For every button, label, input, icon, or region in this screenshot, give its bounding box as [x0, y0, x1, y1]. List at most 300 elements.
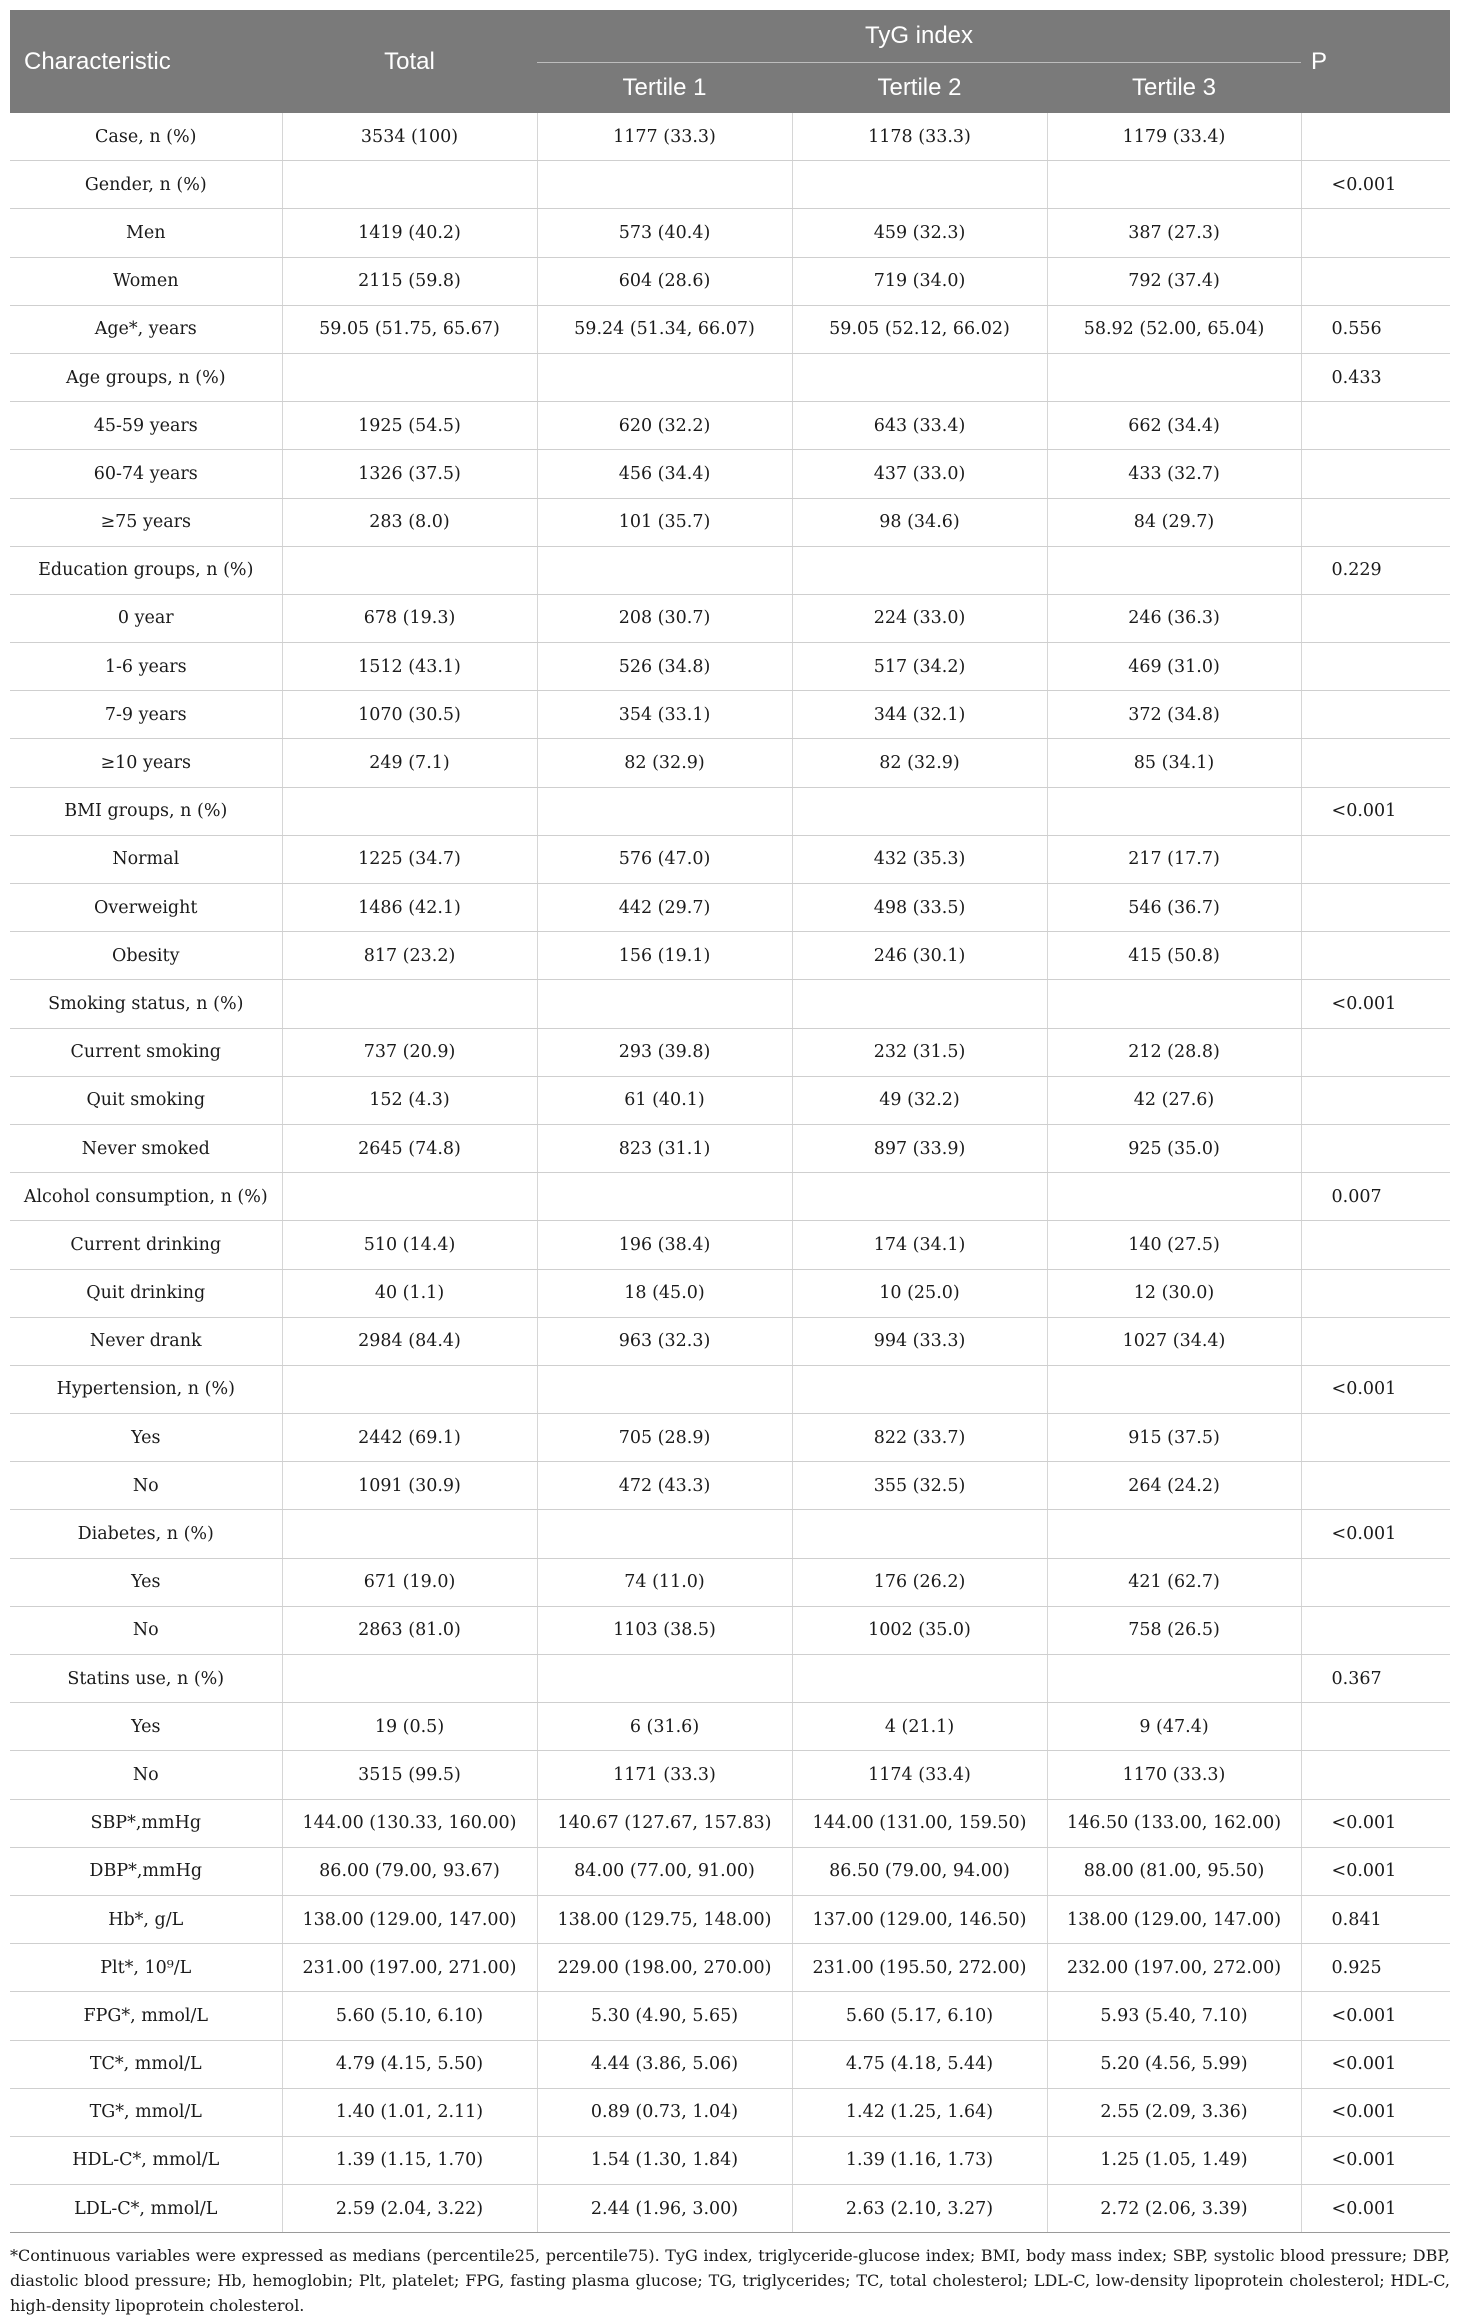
- cell-p: <0.001: [1301, 2088, 1450, 2136]
- cell-tertile-2: 344 (32.1): [792, 691, 1047, 739]
- table-row: [10, 691, 1450, 739]
- table-row: [10, 739, 1450, 787]
- cell-p: [1301, 1751, 1450, 1799]
- cell-p: [1301, 1606, 1450, 1654]
- cell-p: [1301, 1124, 1450, 1172]
- cell-tertile-2: 49 (32.2): [792, 1076, 1047, 1124]
- cell-characteristic: 1-6 years: [10, 643, 282, 691]
- cell-tertile-3: 12 (30.0): [1047, 1269, 1301, 1317]
- cell-total: 249 (7.1): [282, 739, 537, 787]
- cell-total: 1091 (30.9): [282, 1462, 537, 1510]
- cell-characteristic: Education groups, n (%): [10, 546, 282, 594]
- cell-total: [282, 1365, 537, 1413]
- cell-total: 3515 (99.5): [282, 1751, 537, 1799]
- cell-tertile-2: 137.00 (129.00, 146.50): [792, 1895, 1047, 1943]
- table-row: [10, 257, 1450, 305]
- header-tertile-2: Tertile 2: [792, 63, 1047, 114]
- cell-characteristic: ≥75 years: [10, 498, 282, 546]
- cell-tertile-1: 823 (31.1): [537, 1124, 792, 1172]
- cell-tertile-3: 1179 (33.4): [1047, 113, 1301, 161]
- cell-tertile-2: [792, 546, 1047, 594]
- cell-tertile-3: 58.92 (52.00, 65.04): [1047, 305, 1301, 353]
- cell-total: 59.05 (51.75, 65.67): [282, 305, 537, 353]
- table-row: [10, 884, 1450, 932]
- table-row: [10, 1317, 1450, 1365]
- baseline-characteristics-table: [10, 10, 1450, 2233]
- cell-p: <0.001: [1301, 1799, 1450, 1847]
- cell-tertile-2: 643 (33.4): [792, 402, 1047, 450]
- cell-tertile-2: 498 (33.5): [792, 884, 1047, 932]
- cell-tertile-2: 59.05 (52.12, 66.02): [792, 305, 1047, 353]
- table-row: [10, 787, 1450, 835]
- cell-p: [1301, 594, 1450, 642]
- cell-characteristic: Overweight: [10, 884, 282, 932]
- cell-tertile-1: 442 (29.7): [537, 884, 792, 932]
- cell-tertile-1: 963 (32.3): [537, 1317, 792, 1365]
- table-row: [10, 1076, 1450, 1124]
- cell-characteristic: No: [10, 1462, 282, 1510]
- cell-p: [1301, 691, 1450, 739]
- cell-total: 231.00 (197.00, 271.00): [282, 1944, 537, 1992]
- cell-characteristic: 7-9 years: [10, 691, 282, 739]
- cell-total: 4.79 (4.15, 5.50): [282, 2040, 537, 2088]
- cell-tertile-3: 88.00 (81.00, 95.50): [1047, 1847, 1301, 1895]
- table-row: [10, 113, 1450, 161]
- cell-tertile-1: 1177 (33.3): [537, 113, 792, 161]
- table-row: [10, 1655, 1450, 1703]
- cell-characteristic: Women: [10, 257, 282, 305]
- table-row: [10, 1703, 1450, 1751]
- cell-p: 0.367: [1301, 1655, 1450, 1703]
- cell-characteristic: Alcohol consumption, n (%): [10, 1173, 282, 1221]
- table-row: [10, 1221, 1450, 1269]
- cell-characteristic: Hb*, g/L: [10, 1895, 282, 1943]
- cell-total: [282, 161, 537, 209]
- cell-total: 2984 (84.4): [282, 1317, 537, 1365]
- cell-tertile-2: 86.50 (79.00, 94.00): [792, 1847, 1047, 1895]
- cell-characteristic: Age groups, n (%): [10, 353, 282, 401]
- cell-p: [1301, 1221, 1450, 1269]
- cell-p: [1301, 1558, 1450, 1606]
- cell-tertile-2: 517 (34.2): [792, 643, 1047, 691]
- cell-tertile-2: 994 (33.3): [792, 1317, 1047, 1365]
- cell-tertile-3: 415 (50.8): [1047, 932, 1301, 980]
- cell-tertile-2: 4 (21.1): [792, 1703, 1047, 1751]
- table-row: [10, 643, 1450, 691]
- cell-p: [1301, 739, 1450, 787]
- cell-total: 678 (19.3): [282, 594, 537, 642]
- cell-tertile-1: [537, 787, 792, 835]
- cell-tertile-2: 10 (25.0): [792, 1269, 1047, 1317]
- cell-characteristic: Hypertension, n (%): [10, 1365, 282, 1413]
- cell-characteristic: Current drinking: [10, 1221, 282, 1269]
- cell-tertile-2: 144.00 (131.00, 159.50): [792, 1799, 1047, 1847]
- cell-tertile-2: 432 (35.3): [792, 835, 1047, 883]
- table-row: [10, 546, 1450, 594]
- table-row: [10, 2088, 1450, 2136]
- cell-total: [282, 1655, 537, 1703]
- cell-p: <0.001: [1301, 2185, 1450, 2233]
- cell-tertile-1: 1103 (38.5): [537, 1606, 792, 1654]
- cell-characteristic: Never smoked: [10, 1124, 282, 1172]
- header-tertile-1: Tertile 1: [537, 63, 792, 114]
- cell-tertile-3: 1027 (34.4): [1047, 1317, 1301, 1365]
- cell-p: [1301, 1414, 1450, 1462]
- cell-tertile-2: 1.39 (1.16, 1.73): [792, 2136, 1047, 2184]
- cell-p: <0.001: [1301, 161, 1450, 209]
- cell-total: 1326 (37.5): [282, 450, 537, 498]
- table-row: [10, 450, 1450, 498]
- cell-p: <0.001: [1301, 1992, 1450, 2040]
- cell-tertile-3: 217 (17.7): [1047, 835, 1301, 883]
- cell-tertile-1: 140.67 (127.67, 157.83): [537, 1799, 792, 1847]
- cell-characteristic: Never drank: [10, 1317, 282, 1365]
- cell-p: [1301, 932, 1450, 980]
- cell-total: [282, 1510, 537, 1558]
- cell-tertile-3: 84 (29.7): [1047, 498, 1301, 546]
- cell-total: 2863 (81.0): [282, 1606, 537, 1654]
- cell-tertile-2: 246 (30.1): [792, 932, 1047, 980]
- cell-tertile-2: [792, 353, 1047, 401]
- cell-p: 0.556: [1301, 305, 1450, 353]
- cell-p: <0.001: [1301, 980, 1450, 1028]
- cell-characteristic: Gender, n (%): [10, 161, 282, 209]
- cell-characteristic: Yes: [10, 1703, 282, 1751]
- cell-tertile-1: 293 (39.8): [537, 1028, 792, 1076]
- cell-tertile-2: [792, 1365, 1047, 1413]
- table-row: [10, 209, 1450, 257]
- cell-total: [282, 546, 537, 594]
- cell-tertile-3: [1047, 1655, 1301, 1703]
- cell-tertile-3: [1047, 161, 1301, 209]
- cell-tertile-2: 355 (32.5): [792, 1462, 1047, 1510]
- table-row: [10, 1944, 1450, 1992]
- cell-tertile-3: 1170 (33.3): [1047, 1751, 1301, 1799]
- cell-tertile-3: 264 (24.2): [1047, 1462, 1301, 1510]
- cell-p: <0.001: [1301, 1365, 1450, 1413]
- table-row: [10, 1847, 1450, 1895]
- cell-tertile-1: 138.00 (129.75, 148.00): [537, 1895, 792, 1943]
- cell-characteristic: No: [10, 1606, 282, 1654]
- cell-p: [1301, 643, 1450, 691]
- cell-total: 1419 (40.2): [282, 209, 537, 257]
- cell-tertile-3: 433 (32.7): [1047, 450, 1301, 498]
- cell-tertile-3: 925 (35.0): [1047, 1124, 1301, 1172]
- cell-tertile-3: 758 (26.5): [1047, 1606, 1301, 1654]
- table-row: [10, 1895, 1450, 1943]
- cell-total: 3534 (100): [282, 113, 537, 161]
- cell-tertile-2: 1.42 (1.25, 1.64): [792, 2088, 1047, 2136]
- cell-characteristic: Yes: [10, 1414, 282, 1462]
- cell-tertile-1: 208 (30.7): [537, 594, 792, 642]
- table-row: [10, 161, 1450, 209]
- cell-tertile-1: 156 (19.1): [537, 932, 792, 980]
- cell-characteristic: TG*, mmol/L: [10, 2088, 282, 2136]
- cell-total: 2.59 (2.04, 3.22): [282, 2185, 537, 2233]
- cell-characteristic: DBP*,mmHg: [10, 1847, 282, 1895]
- header-p: P: [1301, 10, 1450, 113]
- cell-tertile-2: 822 (33.7): [792, 1414, 1047, 1462]
- cell-tertile-2: 2.63 (2.10, 3.27): [792, 2185, 1047, 2233]
- cell-total: 510 (14.4): [282, 1221, 537, 1269]
- cell-total: 2115 (59.8): [282, 257, 537, 305]
- cell-tertile-3: 140 (27.5): [1047, 1221, 1301, 1269]
- cell-characteristic: No: [10, 1751, 282, 1799]
- table-body: [10, 113, 1450, 2233]
- cell-p: 0.925: [1301, 1944, 1450, 1992]
- cell-p: [1301, 1462, 1450, 1510]
- table-row: [10, 1462, 1450, 1510]
- cell-p: <0.001: [1301, 2040, 1450, 2088]
- cell-total: [282, 1173, 537, 1221]
- table-row: [10, 1124, 1450, 1172]
- cell-tertile-3: 387 (27.3): [1047, 209, 1301, 257]
- header-characteristic: Characteristic: [10, 10, 282, 113]
- cell-p: [1301, 257, 1450, 305]
- cell-tertile-1: [537, 1510, 792, 1558]
- cell-tertile-2: [792, 1510, 1047, 1558]
- table-row: [10, 2185, 1450, 2233]
- table-row: [10, 835, 1450, 883]
- cell-tertile-2: 224 (33.0): [792, 594, 1047, 642]
- cell-tertile-3: [1047, 353, 1301, 401]
- cell-tertile-2: 1178 (33.3): [792, 113, 1047, 161]
- cell-characteristic: ≥10 years: [10, 739, 282, 787]
- cell-tertile-3: 9 (47.4): [1047, 1703, 1301, 1751]
- table-container: [10, 10, 1450, 2318]
- cell-total: 5.60 (5.10, 6.10): [282, 1992, 537, 2040]
- cell-tertile-1: 1171 (33.3): [537, 1751, 792, 1799]
- cell-p: [1301, 835, 1450, 883]
- cell-total: 671 (19.0): [282, 1558, 537, 1606]
- cell-p: [1301, 450, 1450, 498]
- cell-tertile-3: 138.00 (129.00, 147.00): [1047, 1895, 1301, 1943]
- cell-tertile-1: 59.24 (51.34, 66.07): [537, 305, 792, 353]
- cell-tertile-1: 472 (43.3): [537, 1462, 792, 1510]
- table-row: [10, 1365, 1450, 1413]
- cell-tertile-2: 98 (34.6): [792, 498, 1047, 546]
- cell-total: 283 (8.0): [282, 498, 537, 546]
- table-row: [10, 1414, 1450, 1462]
- cell-total: 40 (1.1): [282, 1269, 537, 1317]
- cell-tertile-3: 421 (62.7): [1047, 1558, 1301, 1606]
- table-row: [10, 498, 1450, 546]
- cell-p: [1301, 209, 1450, 257]
- cell-total: 144.00 (130.33, 160.00): [282, 1799, 537, 1847]
- table-header: [10, 10, 1450, 113]
- table-row: [10, 1269, 1450, 1317]
- cell-p: [1301, 113, 1450, 161]
- table-row: [10, 1173, 1450, 1221]
- cell-tertile-3: 5.20 (4.56, 5.99): [1047, 2040, 1301, 2088]
- cell-tertile-1: [537, 161, 792, 209]
- cell-characteristic: HDL-C*, mmol/L: [10, 2136, 282, 2184]
- cell-tertile-1: 84.00 (77.00, 91.00): [537, 1847, 792, 1895]
- cell-total: 737 (20.9): [282, 1028, 537, 1076]
- cell-p: 0.229: [1301, 546, 1450, 594]
- cell-tertile-3: [1047, 787, 1301, 835]
- cell-tertile-1: [537, 353, 792, 401]
- cell-tertile-1: 101 (35.7): [537, 498, 792, 546]
- cell-tertile-1: 4.44 (3.86, 5.06): [537, 2040, 792, 2088]
- cell-tertile-3: 232.00 (197.00, 272.00): [1047, 1944, 1301, 1992]
- table-row: [10, 402, 1450, 450]
- cell-tertile-1: 6 (31.6): [537, 1703, 792, 1751]
- cell-p: <0.001: [1301, 2136, 1450, 2184]
- cell-tertile-2: 1002 (35.0): [792, 1606, 1047, 1654]
- cell-p: [1301, 1076, 1450, 1124]
- table-row: [10, 932, 1450, 980]
- cell-tertile-3: 1.25 (1.05, 1.49): [1047, 2136, 1301, 2184]
- cell-tertile-1: 0.89 (0.73, 1.04): [537, 2088, 792, 2136]
- cell-tertile-3: [1047, 1173, 1301, 1221]
- cell-total: 1.39 (1.15, 1.70): [282, 2136, 537, 2184]
- cell-characteristic: Current smoking: [10, 1028, 282, 1076]
- table-footnote: *Continuous variables were expressed as medians (percentile25, percentile75). TyG index, triglyceride-glucose index; BMI, body mass index; SBP, systolic blood pressure; DBP, diastolic blood pressure; Hb, hemoglobin; Plt, platelet; FPG, fasting plasma glucose; TG, triglycerides; TC, total cholesterol; LDL-C, low-density lipoprotein cholesterol; HDL-C, high-density lipoprotein cholesterol.: [10, 2246, 1450, 2316]
- cell-total: 138.00 (129.00, 147.00): [282, 1895, 537, 1943]
- cell-tertile-2: 4.75 (4.18, 5.44): [792, 2040, 1047, 2088]
- cell-characteristic: Case, n (%): [10, 113, 282, 161]
- cell-p: [1301, 402, 1450, 450]
- table-row: [10, 2136, 1450, 2184]
- cell-tertile-1: 526 (34.8): [537, 643, 792, 691]
- cell-tertile-1: 82 (32.9): [537, 739, 792, 787]
- cell-total: 2645 (74.8): [282, 1124, 537, 1172]
- cell-characteristic: Normal: [10, 835, 282, 883]
- table-row: [10, 1606, 1450, 1654]
- cell-characteristic: SBP*,mmHg: [10, 1799, 282, 1847]
- cell-tertile-1: 576 (47.0): [537, 835, 792, 883]
- cell-tertile-2: 232 (31.5): [792, 1028, 1047, 1076]
- cell-tertile-1: 456 (34.4): [537, 450, 792, 498]
- table-row: [10, 2040, 1450, 2088]
- cell-tertile-1: 705 (28.9): [537, 1414, 792, 1462]
- cell-p: [1301, 1028, 1450, 1076]
- cell-p: [1301, 884, 1450, 932]
- cell-tertile-1: 620 (32.2): [537, 402, 792, 450]
- cell-total: [282, 353, 537, 401]
- cell-tertile-3: 546 (36.7): [1047, 884, 1301, 932]
- cell-tertile-3: 85 (34.1): [1047, 739, 1301, 787]
- cell-tertile-1: 2.44 (1.96, 3.00): [537, 2185, 792, 2233]
- cell-tertile-2: 437 (33.0): [792, 450, 1047, 498]
- table-row: [10, 980, 1450, 1028]
- cell-total: 1486 (42.1): [282, 884, 537, 932]
- cell-tertile-3: [1047, 980, 1301, 1028]
- cell-characteristic: Smoking status, n (%): [10, 980, 282, 1028]
- cell-tertile-3: 372 (34.8): [1047, 691, 1301, 739]
- cell-tertile-1: 354 (33.1): [537, 691, 792, 739]
- cell-tertile-3: 915 (37.5): [1047, 1414, 1301, 1462]
- cell-p: <0.001: [1301, 787, 1450, 835]
- cell-tertile-3: 246 (36.3): [1047, 594, 1301, 642]
- table-row: [10, 1510, 1450, 1558]
- cell-characteristic: FPG*, mmol/L: [10, 1992, 282, 2040]
- table-row: [10, 1028, 1450, 1076]
- cell-tertile-2: 897 (33.9): [792, 1124, 1047, 1172]
- cell-characteristic: Statins use, n (%): [10, 1655, 282, 1703]
- cell-characteristic: Quit smoking: [10, 1076, 282, 1124]
- header-tyg-index: TyG index: [537, 10, 1301, 63]
- cell-tertile-3: 2.55 (2.09, 3.36): [1047, 2088, 1301, 2136]
- cell-total: [282, 787, 537, 835]
- cell-tertile-3: 212 (28.8): [1047, 1028, 1301, 1076]
- cell-characteristic: Yes: [10, 1558, 282, 1606]
- cell-tertile-1: 18 (45.0): [537, 1269, 792, 1317]
- cell-tertile-2: 719 (34.0): [792, 257, 1047, 305]
- cell-tertile-1: [537, 1365, 792, 1413]
- cell-characteristic: Age*, years: [10, 305, 282, 353]
- cell-characteristic: 45-59 years: [10, 402, 282, 450]
- table-row: [10, 353, 1450, 401]
- cell-characteristic: Quit drinking: [10, 1269, 282, 1317]
- header-total: Total: [282, 10, 537, 113]
- cell-tertile-2: 174 (34.1): [792, 1221, 1047, 1269]
- cell-characteristic: Diabetes, n (%): [10, 1510, 282, 1558]
- cell-tertile-2: 176 (26.2): [792, 1558, 1047, 1606]
- cell-tertile-1: 229.00 (198.00, 270.00): [537, 1944, 792, 1992]
- cell-p: <0.001: [1301, 1847, 1450, 1895]
- cell-characteristic: 60-74 years: [10, 450, 282, 498]
- cell-tertile-2: [792, 1655, 1047, 1703]
- cell-tertile-3: 5.93 (5.40, 7.10): [1047, 1992, 1301, 2040]
- cell-characteristic: BMI groups, n (%): [10, 787, 282, 835]
- table-row: [10, 1992, 1450, 2040]
- cell-characteristic: TC*, mmol/L: [10, 2040, 282, 2088]
- cell-tertile-1: 74 (11.0): [537, 1558, 792, 1606]
- cell-total: 1.40 (1.01, 2.11): [282, 2088, 537, 2136]
- cell-tertile-1: 5.30 (4.90, 5.65): [537, 1992, 792, 2040]
- cell-p: <0.001: [1301, 1510, 1450, 1558]
- cell-characteristic: LDL-C*, mmol/L: [10, 2185, 282, 2233]
- cell-tertile-3: 662 (34.4): [1047, 402, 1301, 450]
- cell-p: 0.007: [1301, 1173, 1450, 1221]
- cell-tertile-3: 42 (27.6): [1047, 1076, 1301, 1124]
- table-row: [10, 1799, 1450, 1847]
- cell-p: [1301, 1703, 1450, 1751]
- cell-tertile-1: [537, 980, 792, 1028]
- cell-characteristic: Plt*, 10⁹/L: [10, 1944, 282, 1992]
- cell-total: 817 (23.2): [282, 932, 537, 980]
- cell-total: 19 (0.5): [282, 1703, 537, 1751]
- cell-tertile-1: [537, 1173, 792, 1221]
- cell-total: 1070 (30.5): [282, 691, 537, 739]
- cell-tertile-3: [1047, 1510, 1301, 1558]
- cell-total: 152 (4.3): [282, 1076, 537, 1124]
- cell-tertile-3: 146.50 (133.00, 162.00): [1047, 1799, 1301, 1847]
- table-row: [10, 305, 1450, 353]
- cell-p: [1301, 1269, 1450, 1317]
- cell-tertile-1: 196 (38.4): [537, 1221, 792, 1269]
- cell-tertile-2: [792, 980, 1047, 1028]
- cell-tertile-1: [537, 1655, 792, 1703]
- cell-characteristic: Obesity: [10, 932, 282, 980]
- cell-tertile-2: 82 (32.9): [792, 739, 1047, 787]
- cell-p: [1301, 498, 1450, 546]
- cell-tertile-3: 792 (37.4): [1047, 257, 1301, 305]
- cell-tertile-1: 604 (28.6): [537, 257, 792, 305]
- cell-tertile-2: 231.00 (195.50, 272.00): [792, 1944, 1047, 1992]
- cell-tertile-2: 459 (32.3): [792, 209, 1047, 257]
- cell-tertile-3: [1047, 1365, 1301, 1413]
- cell-total: 86.00 (79.00, 93.67): [282, 1847, 537, 1895]
- table-row: [10, 1751, 1450, 1799]
- cell-tertile-3: 469 (31.0): [1047, 643, 1301, 691]
- cell-total: 2442 (69.1): [282, 1414, 537, 1462]
- cell-tertile-2: [792, 161, 1047, 209]
- cell-total: 1925 (54.5): [282, 402, 537, 450]
- cell-total: 1225 (34.7): [282, 835, 537, 883]
